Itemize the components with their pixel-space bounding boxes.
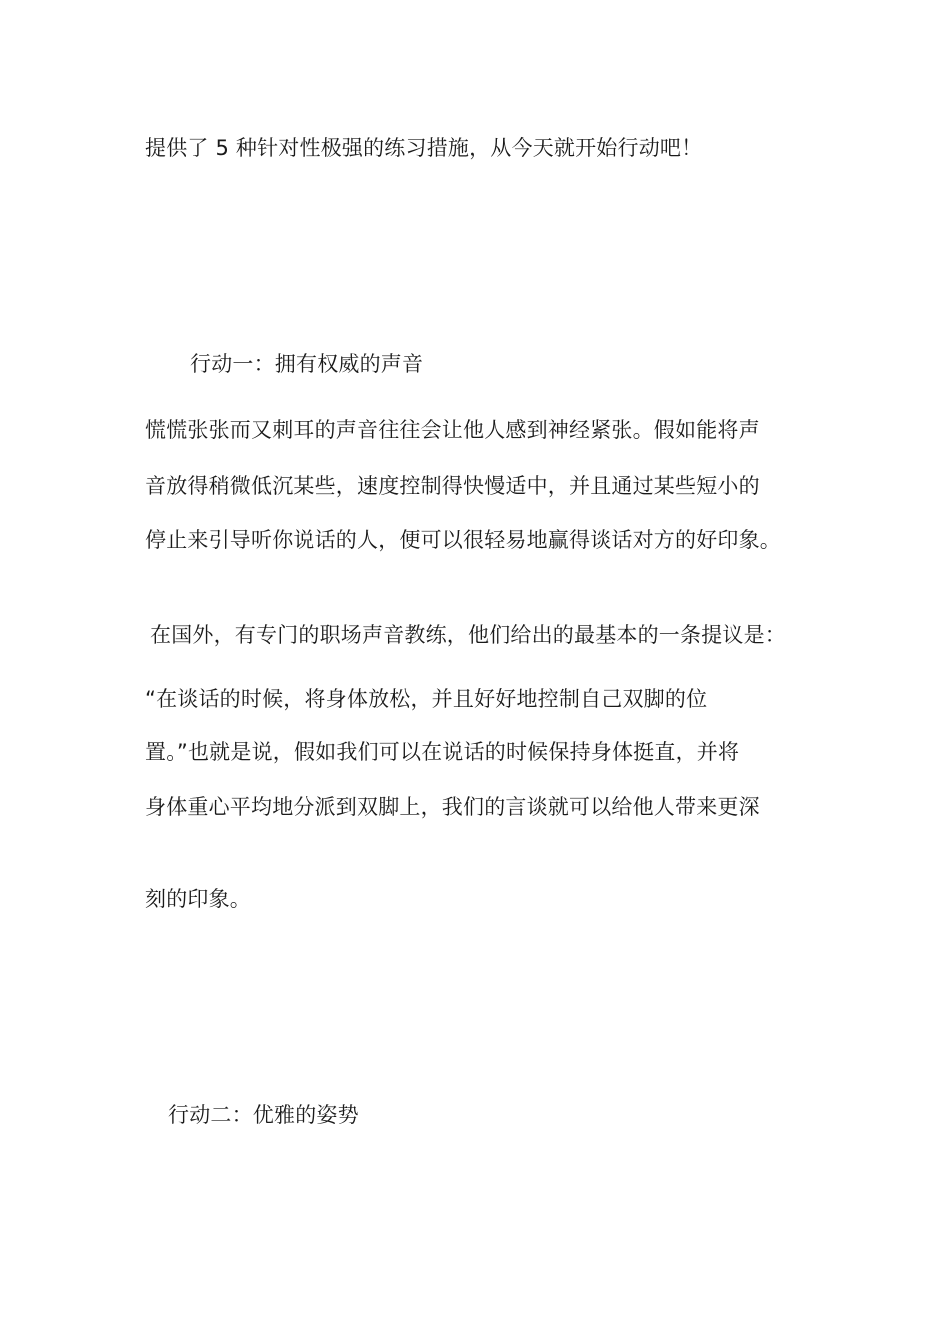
paragraph-line: 音放得稍微低沉某些，速度控制得快慢适中，并且通过某些短小的	[145, 474, 760, 498]
paragraph-line: 在国外，有专门的职场声音教练，他们给出的最基本的一条提议是：	[150, 623, 786, 647]
section-heading-action-two: 行动二：优雅的姿势	[168, 1103, 359, 1127]
paragraph-line: 刻的印象。	[145, 887, 251, 911]
paragraph-line: 停止来引导听你说话的人，便可以很轻易地赢得谈话对方的好印象。	[145, 528, 781, 552]
paragraph-line: 置。”也就是说，假如我们可以在说话的时候保持身体挺直，并将	[145, 740, 740, 764]
section-heading-action-one: 行动一：拥有权威的声音	[190, 352, 424, 376]
paragraph-line: 身体重心平均地分派到双脚上，我们的言谈就可以给他人带来更深	[145, 795, 760, 819]
intro-line: 提供了 5 种针对性极强的练习措施，从今天就开始行动吧！	[145, 136, 703, 160]
paragraph-line: 慌慌张张而又刺耳的声音往往会让他人感到神经紧张。假如能将声	[145, 418, 760, 442]
paragraph-line: “在谈话的时候，将身体放松，并且好好地控制自己双脚的位	[145, 687, 708, 711]
